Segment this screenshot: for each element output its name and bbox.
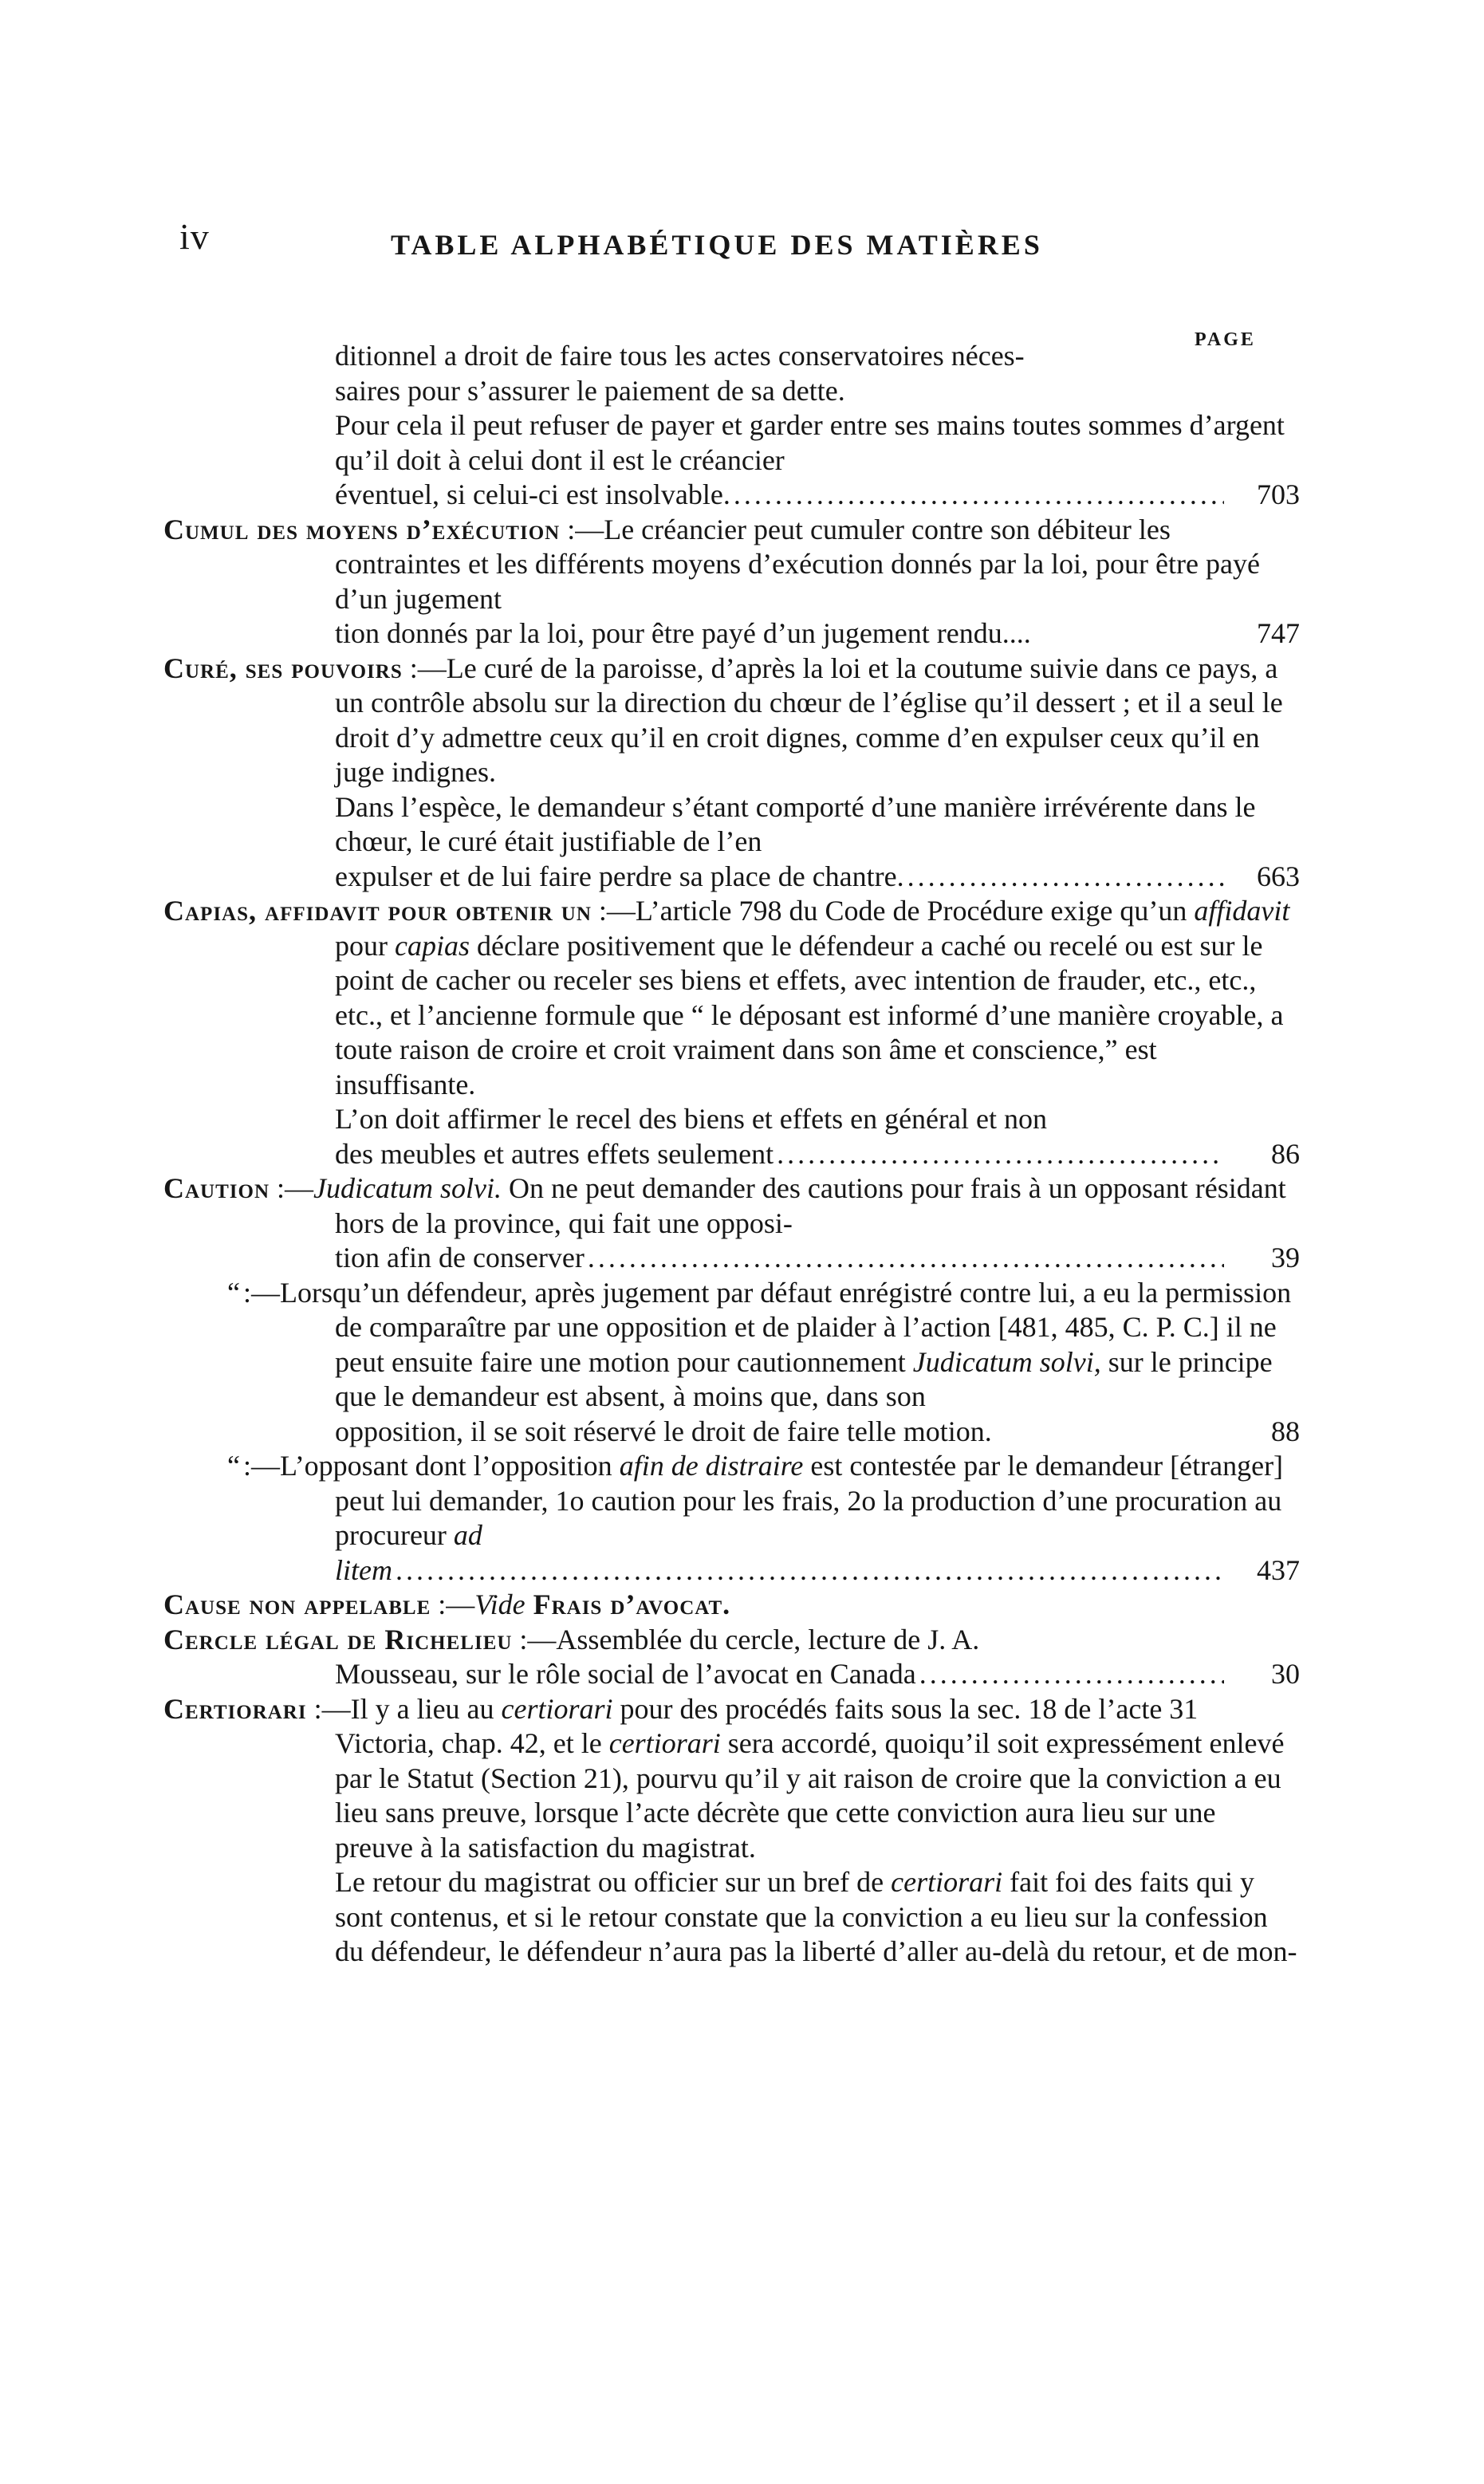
- page-number: 88: [1271, 1415, 1300, 1447]
- entry-crossref: Frais d’avocat.: [525, 1588, 731, 1620]
- entry-text: :—Lorsqu’un défendeur, après jugement par défaut enrégistré contre lui, a eu la permission de comparaître par une opposition et de plaider à l’action [481, 485, C. P. C.] il ne peut ensuite faire une motion pour cautionnement: [243, 1276, 1292, 1378]
- entry-text: :—L’article 798 du Code de Procédure exige qu’un: [591, 895, 1195, 927]
- leader-line: [335, 616, 1300, 652]
- entry-text: :—Assemblée du cercle, lecture de J. A.: [512, 1623, 980, 1655]
- page-column-label: PAGE: [1195, 329, 1256, 350]
- dot-leader: [907, 860, 1224, 895]
- entry-text: pour des procédés faits sous la sec. 18 de l’acte 31 Victoria, chap. 42, et le: [335, 1692, 1199, 1759]
- page-number: 437: [1257, 1553, 1300, 1586]
- entry-text: :—: [270, 1172, 314, 1204]
- entry-heading: Caution: [163, 1172, 270, 1204]
- entry-text: éventuel, si celui-ci est insolvable.: [335, 478, 730, 510]
- entry-heading: Curé, ses pouvoirs: [163, 652, 403, 684]
- index-entry-paragraph: [163, 408, 1300, 513]
- entry-text: pour: [335, 929, 395, 962]
- entry-text: saires pour s’assurer le paiement de sa dette.: [335, 374, 845, 407]
- dot-leader: [734, 478, 1224, 513]
- page-number: 30: [1271, 1658, 1300, 1690]
- entry-text: Dans l’espèce, le demandeur s’étant comporté d’une manière irrévérente dans le chœur, le curé était justifiable de l’en: [335, 790, 1256, 857]
- entry-text: des meubles et autres effets seulement: [335, 1137, 774, 1170]
- entry-italic: capias: [395, 929, 470, 962]
- entry-heading: Cause non appelable: [163, 1588, 431, 1620]
- index-entry-cause: [163, 1588, 1300, 1623]
- entry-italic: afin de distraire: [619, 1450, 804, 1482]
- leader-line: [335, 860, 1300, 895]
- entry-text: :—Il y a lieu au: [306, 1692, 502, 1725]
- entry-text: sur le principe que le demandeur est absent, à moins que, dans son: [335, 1345, 1273, 1412]
- entry-italic: litem: [335, 1553, 392, 1586]
- entry-heading: Cumul des moyens d’exécution: [163, 513, 561, 545]
- running-head-title: TABLE ALPHABÉTIQUE DES MATIÈRES: [391, 229, 1043, 261]
- entry-heading: Cercle légal de Richelieu: [163, 1623, 513, 1655]
- page-number: 86: [1271, 1137, 1300, 1170]
- index-entry-capias: [163, 894, 1300, 1102]
- index-entry-cercle: [163, 1623, 1300, 1692]
- entry-heading: Capias, affidavit pour obtenir un: [163, 895, 592, 927]
- leader-line: [335, 1415, 1300, 1450]
- page-number: 663: [1257, 860, 1300, 892]
- leader-line: [335, 1241, 1300, 1276]
- index-entry-paragraph: [163, 1865, 1300, 1970]
- dot-leader: [588, 1241, 1224, 1276]
- entry-italic: affidavit: [1194, 895, 1290, 927]
- page-number: 747: [1257, 617, 1300, 649]
- entry-text: L’on doit affirmer le recel des biens et effets en général et non: [335, 1103, 1047, 1135]
- index-entry-caution-ditto: [163, 1276, 1300, 1450]
- leader-line: [335, 1553, 1300, 1588]
- entry-italic: certiorari: [501, 1692, 613, 1725]
- dot-leader: [777, 1137, 1224, 1172]
- entry-italic: certiorari: [608, 1727, 721, 1759]
- entry-text: On ne peut demander des cautions pour frais à un opposant résidant hors de la province, qui fait une opposi-: [335, 1172, 1286, 1239]
- entry-text: Pour cela il peut refuser de payer et garder entre ses mains toutes sommes d’argent qu’il doit à celui dont il est le créancier: [335, 409, 1285, 476]
- entry-italic: Judicatum solvi.: [313, 1172, 502, 1204]
- index-entry-paragraph: [163, 790, 1300, 895]
- index-entry-caution-ditto: [163, 1449, 1300, 1588]
- index-entry-certiorari: [163, 1692, 1300, 1866]
- ditto-mark: “: [227, 1276, 240, 1309]
- dot-leader: [396, 1553, 1224, 1588]
- entry-text: expulser et de lui faire perdre sa place de chantre.: [335, 860, 904, 892]
- dot-leader: [919, 1657, 1224, 1692]
- entry-text: Le retour du magistrat ou officier sur un bref de: [335, 1866, 892, 1898]
- index-entry-caution: [163, 1171, 1300, 1276]
- entry-text: sera accordé, quoiqu’il soit expressément enlevé par le Statut (Section 21), pourvu qu’il y ait raison de croire que la conviction a eu lieu sans preuve, lorsque l’acte décrète que cette conviction aura lieu sur une preuve à la satisfaction du magistrat.: [335, 1727, 1285, 1864]
- index-entry-paragraph: [163, 1102, 1300, 1171]
- entry-text: fait foi des faits qui y sont contenus, et si le retour constate que la conviction a eu lieu sur la confession du défendeur, le défendeur n’aura pas la liberté d’aller au-delà du retour, et de mon-: [335, 1866, 1297, 1967]
- ditto-mark: “: [227, 1450, 240, 1482]
- leader-line: [335, 1657, 1300, 1692]
- entry-text: ditionnel a droit de faire tous les actes conservatoires néces-: [335, 340, 1025, 372]
- index-entry-continued: [163, 339, 1300, 408]
- entry-text: :—L’opposant dont l’opposition: [243, 1450, 620, 1482]
- index-entry-cumul: [163, 513, 1300, 652]
- entry-text: est contestée par le demandeur [étranger] peut lui demander, 1o caution pour les frais, 2o la production d’une procuration au procureur: [335, 1450, 1284, 1551]
- entry-text: :—: [431, 1588, 475, 1620]
- entry-text: opposition, il se soit réservé le droit de faire telle motion.: [335, 1415, 992, 1447]
- entry-italic: Vide: [474, 1588, 526, 1620]
- entry-italic: certiorari: [891, 1866, 1003, 1898]
- entry-text: tion afin de conserver: [335, 1242, 585, 1273]
- entry-text: Mousseau, sur le rôle social de l’avocat en Canada: [335, 1658, 916, 1690]
- entry-text: déclare positivement que le défendeur a caché ou recelé ou est sur le point de cacher ou receler ses biens et effets, avec intention de frauder, etc., etc., etc., et l’ancienne formule que “ le déposant est informé d’une manière croyable, a toute raison de croire et croit vraiment dans son âme et conscience,” est insuffisante.: [335, 929, 1284, 1100]
- entry-text: tion donnés par la loi, pour être payé d’un jugement rendu....: [335, 617, 1031, 649]
- entry-italic: ad: [453, 1519, 482, 1551]
- index-body: [163, 339, 1300, 1970]
- entry-text: :—Le curé de la paroisse, d’après la loi et la coutume suivie dans ce pays, a un contrôle absolu sur la direction du chœur de l’église qu’il dessert ; et il a seul le droit d’y admettre ceux qu’il en croit dignes, comme d’en expulser ceux qu’il en juge indignes.: [335, 652, 1283, 788]
- page-number: 703: [1257, 478, 1300, 510]
- entry-heading: Certiorari: [163, 1692, 307, 1725]
- entry-italic: Judicatum solvi,: [912, 1345, 1101, 1378]
- folio-number: iv: [179, 216, 210, 257]
- entry-text: :—Le créancier peut cumuler contre son débiteur les contraintes et les différents moyens d’exécution donnés par la loi, pour être payé d’un jugement: [335, 513, 1260, 615]
- leader-line: [335, 478, 1300, 513]
- page-number: 39: [1271, 1242, 1300, 1273]
- leader-line: [335, 1137, 1300, 1172]
- index-entry-cure: [163, 652, 1300, 790]
